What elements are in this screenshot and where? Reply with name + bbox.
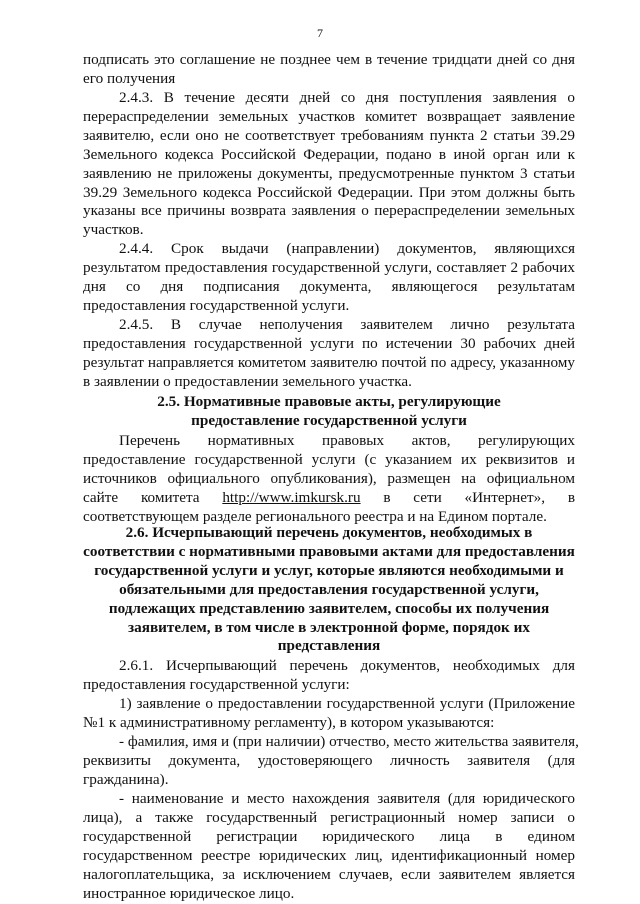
text-line: 1) заявление о предоставлении государственной услуги (Приложение [119,695,575,712]
text-line: предоставления государственной услуги. [83,296,350,314]
heading-line: заявителем, в том числе в электронной форме, порядок их [128,618,530,636]
list-item-legal-entity [83,790,575,903]
text-line: иностранное юридическое лицо. [83,884,295,902]
heading-line: 2.6. Исчерпывающий перечень документов, необходимых в [125,524,533,541]
text-line: - наименование и место нахождения заявителя (для юридического [119,790,575,807]
text-line: предоставления государственной услуги: [83,675,350,693]
paragraph-2-6-1 [83,657,575,695]
text-fragment: сайте комитета [83,488,200,506]
text-line: Земельного кодекса Российской Федерации, подано в иной орган или к [83,145,575,163]
heading-line: представления [277,637,381,655]
paragraph-2-4-4 [83,240,575,316]
text-line: источников официального опубликования), размещен на официальном [83,469,575,487]
text-line: дня со дня подписания документа, являющегося результатам [83,277,575,295]
text-line: его получения [83,69,176,87]
text-line: Перечень нормативных правовых актов, регулирующих [119,432,575,449]
list-item-applicant-name [83,733,579,790]
text-line [83,489,575,508]
heading-line: государственной услуги и услуг, которые являются необходимыми и [94,561,564,579]
paragraph-2-4-5 [83,316,575,392]
text-line: указаны все причины возврата заявления о перераспределении земельных [83,202,575,220]
continuation-paragraph [83,51,575,89]
text-line: результатом предоставления государственной услуги, составляет 2 рабочих [83,258,575,276]
text-line: перераспределении земельных участков комитет возвращает заявление [83,107,575,125]
paragraph-2-4-3 [83,89,575,240]
heading-line: предоставление государственной услуги [191,411,467,429]
text-line: 2.4.4. Срок выдачи (направлении) документов, являющихся [119,240,575,257]
text-line: гражданина). [83,770,169,788]
text-line: предоставление государственной услуги (с указанием их реквизитов и [83,450,575,468]
text-line: подписать это соглашение не позднее чем в течение тридцати дней со дня [83,51,575,68]
text-line: - фамилия, имя и (при наличии) отчество, место жительства заявителя, [119,733,579,750]
heading-2-5 [83,393,575,431]
heading-line: подлежащих представлению заявителем, способы их получения [108,599,550,617]
text-line: лица), а также государственный регистрационный номер записи о [83,808,575,826]
heading-line: обязательными для предоставления государственной услуги, [119,580,539,598]
text-line: 2.4.3. В течение десяти дней со дня поступления заявления о [119,89,575,106]
text-line: предоставления государственной услуги по истечении 30 рабочих дней [83,334,575,352]
text-line: участков. [83,221,144,239]
text-line: 2.4.5. В случае неполучения заявителем лично результата [119,316,575,333]
text-line: результат направляется комитетом заявителю почтой по адресу, указанному [83,353,575,371]
text-line: государственном реестре юридических лиц, идентификационный номер [83,846,575,864]
text-line: соответствующем разделе регионального реестра и на Едином портале. [83,507,547,525]
text-line: государственной регистрации юридического лица в едином [83,827,575,845]
text-line: 2.6.1. Исчерпывающий перечень документов, необходимых для [119,657,575,674]
text-line: 39.29 Земельного кодекса Российской Федерации. При этом должны быть [83,183,575,201]
text-line: налогоплательщика, за исключением случаев, если заявителем является [83,865,575,883]
text-fragment: в сети «Интернет», в [383,488,576,506]
text-line: №1 к административному регламенту), в котором указываются: [83,713,495,731]
heading-line: соответствии с нормативными правовыми актами для предоставления [83,542,575,560]
text-line: в заявлении о предоставлении земельного участка. [83,372,412,390]
heading-line: 2.5. Нормативные правовые акты, регулирующие [157,393,501,410]
page-number: 7 [317,26,323,40]
committee-website-link[interactable]: http://www.imkursk.ru [222,488,361,506]
text-line: заявителю, если оно не соответствует требованиям пункта 2 статьи 39.29 [83,126,575,144]
paragraph-2-5 [83,432,575,527]
heading-2-6 [83,524,575,656]
text-line: реквизиты документа, удостоверяющего личность заявителя (для [83,751,575,769]
list-item-application [83,695,575,733]
text-line: заявлению не приложены документы, предусмотренные пунктом 3 статьи [83,164,575,182]
